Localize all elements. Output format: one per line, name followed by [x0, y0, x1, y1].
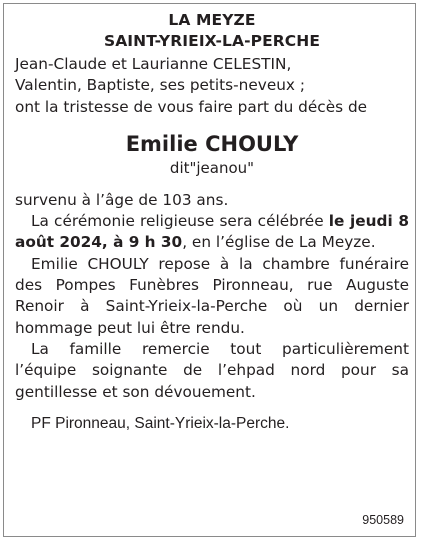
obituary-notice: [15, 10, 409, 434]
family-line-2: Valentin, Baptiste, ses petits-neveux ;: [15, 76, 306, 95]
ceremony-intro: La cérémonie religieuse sera célébrée: [31, 212, 329, 231]
family-line-3: ont la tristesse de vous faire part du décès de: [15, 97, 368, 116]
deceased-name: Emilie CHOULY: [125, 131, 299, 156]
notice-header: [15, 10, 409, 52]
family-line-1: Jean-Claude et Laurianne CELESTIN,: [15, 55, 292, 73]
town-line-2: SAINT-YRIEIX-LA-PERCHE: [103, 32, 321, 50]
reference-number: 950589: [362, 513, 404, 527]
town-line-1: LA MEYZE: [168, 11, 256, 29]
ceremony-date: le jeudi 8 août 2024, à 9 h 30: [15, 212, 409, 252]
deceased-nickname: dit"jeanou": [169, 158, 255, 177]
funeral-home-signature: PF Pironneau, Saint-Yrieix-la-Perche.: [31, 414, 290, 432]
age-line: survenu à l’âge de 103 ans.: [15, 190, 229, 209]
family-announcement: [15, 54, 409, 118]
rest-paragraph: Emilie CHOULY repose à la chambre funéraire des Pompes Funèbres Pironneau, rue Auguste Renoir à Saint-Yrieix-la-Perche où un dernier hommage peut lui être rendu.: [15, 254, 409, 337]
ceremony-location: , en l’église de La Meyze.: [182, 233, 376, 252]
thanks-paragraph: La famille remercie tout particulièrement l’équipe soignante de l’ehpad nord pour sa gentillesse et son dévouement.: [15, 339, 409, 401]
ceremony-paragraph: [15, 211, 409, 254]
notice-body: [15, 190, 409, 403]
